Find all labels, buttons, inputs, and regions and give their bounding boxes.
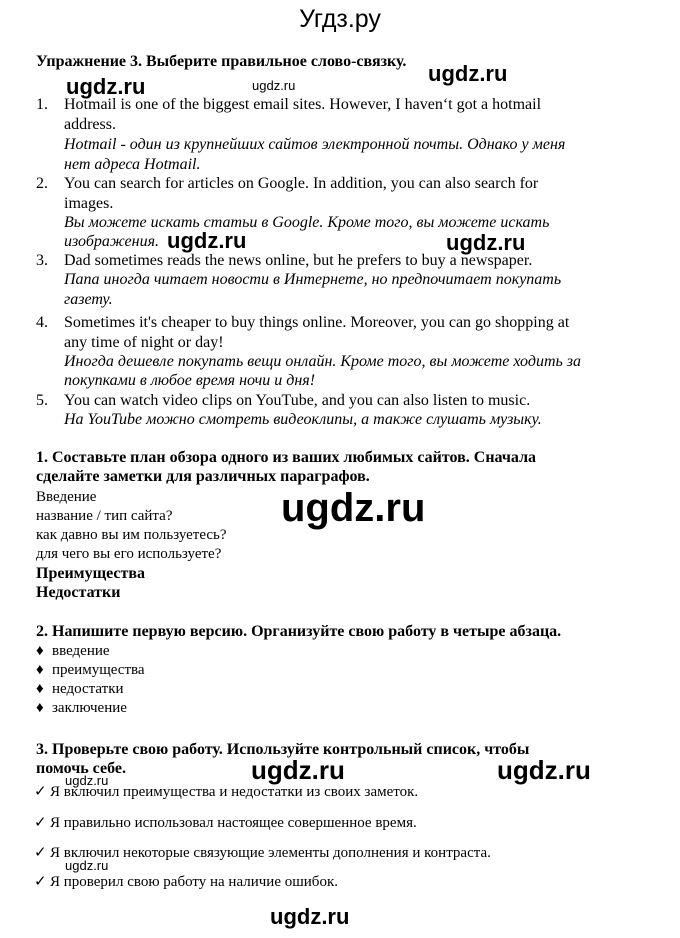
exercise-heading: Упражнение 3. Выберите правильное слово-связку. bbox=[36, 53, 407, 70]
task1-line: Введение bbox=[36, 489, 97, 505]
item-english-line: You can search for articles on Google. In addition, you can also search for bbox=[64, 175, 539, 192]
watermark: ugdz.ru bbox=[65, 858, 109, 873]
task3-heading: помочь себе. bbox=[36, 760, 126, 777]
item-number: 1. bbox=[36, 96, 48, 113]
watermark: ugdz.ru bbox=[252, 78, 296, 93]
site-title: Угдз.ру bbox=[299, 5, 381, 33]
item-russian-line: нет адреса Hotmail. bbox=[64, 156, 201, 173]
task3-check-item: ✓ Я правильно использовал настоящее совершенное время. bbox=[34, 815, 417, 831]
item-english-line: any time of night or day! bbox=[64, 334, 224, 351]
item-english-line: Dad sometimes reads the news online, but he prefers to buy a newspaper. bbox=[64, 252, 533, 269]
task1-line: как давно вы им пользуетесь? bbox=[36, 527, 227, 543]
task2-bullet-item: ♦ недостатки bbox=[36, 681, 124, 697]
watermark: ugdz.ru bbox=[270, 904, 350, 929]
task1-heading: сделайте заметки для различных параграфов. bbox=[36, 468, 370, 485]
item-russian-line: На YouTube можно смотреть видеоклипы, а также слушать музыку. bbox=[64, 411, 542, 428]
checkmark-icon: ✓ bbox=[34, 874, 47, 890]
task1-line: название / тип сайта? bbox=[36, 508, 173, 524]
task1-heading: 1. Составьте план обзора одного из ваших любимых сайтов. Сначала bbox=[36, 449, 537, 466]
watermark: ugdz.ru bbox=[65, 773, 109, 788]
item-russian-line: покупками в любое время ночи и дня! bbox=[64, 372, 316, 389]
watermark: ugdz.ru bbox=[446, 230, 526, 255]
task3-check-item: ✓ Я проверил свою работу на наличие ошибок. bbox=[34, 874, 338, 890]
task2-bullet-item: ♦ преимущества bbox=[36, 662, 145, 678]
item-russian-line: Вы можете искать статьи в Google. Кроме того, вы можете искать bbox=[64, 214, 550, 231]
task1-advantages: Преимущества bbox=[36, 565, 145, 582]
item-number: 5. bbox=[36, 392, 48, 409]
watermark: ugdz.ru bbox=[167, 228, 247, 253]
item-russian-line: Иногда дешевле покупать вещи онлайн. Кроме того, вы можете ходить за bbox=[64, 353, 582, 370]
watermark: ugdz.ru bbox=[66, 74, 146, 99]
task3-heading: 3. Проверьте свою работу. Используйте контрольный список, чтобы bbox=[36, 741, 530, 758]
diamond-bullet-icon: ♦ bbox=[36, 681, 44, 697]
task3-check-item: ✓ Я включил преимущества и недостатки из своих заметок. bbox=[34, 784, 419, 800]
checkmark-icon: ✓ bbox=[34, 845, 47, 861]
task3-check-item: ✓ Я включил некоторые связующие элементы дополнения и контраста. bbox=[34, 845, 491, 861]
item-number: 2. bbox=[36, 175, 48, 192]
diamond-bullet-icon: ♦ bbox=[36, 700, 44, 716]
item-russian-line: Hotmail - один из крупнейших сайтов электронной почты. Однако у меня bbox=[64, 136, 566, 153]
item-russian-line: Папа иногда читает новости в Интернете, но предпочитает покупать bbox=[64, 271, 562, 288]
item-russian-line: изображения. bbox=[64, 233, 160, 250]
item-number: 3. bbox=[36, 252, 48, 269]
checkmark-icon: ✓ bbox=[34, 784, 47, 800]
checkmark-icon: ✓ bbox=[34, 815, 47, 831]
task2-heading: 2. Напишите первую версию. Организуйте свою работу в четыре абзаца. bbox=[36, 623, 562, 640]
diamond-bullet-icon: ♦ bbox=[36, 662, 44, 678]
watermark: ugdz.ru bbox=[497, 755, 591, 785]
item-english-line: images. bbox=[64, 195, 114, 212]
item-english-line: Hotmail is one of the biggest email sites. However, I haven‘t got a hotmail bbox=[64, 96, 542, 113]
watermark: ugdz.ru bbox=[251, 755, 345, 785]
watermark: ugdz.ru bbox=[428, 61, 508, 86]
task1-line: для чего вы его используете? bbox=[36, 546, 222, 562]
item-number: 4. bbox=[36, 314, 48, 331]
task2-bullet-item: ♦ заключение bbox=[36, 700, 127, 716]
task2-bullet-item: ♦ введение bbox=[36, 643, 110, 659]
diamond-bullet-icon: ♦ bbox=[36, 643, 44, 659]
item-english-line: You can watch video clips on YouTube, and you can also listen to music. bbox=[64, 392, 531, 409]
watermark: ugdz.ru bbox=[281, 486, 426, 530]
item-english-line: address. bbox=[64, 116, 116, 133]
item-english-line: Sometimes it's cheaper to buy things online. Moreover, you can go shopping at bbox=[64, 314, 570, 331]
task1-disadvantages: Недостатки bbox=[36, 584, 121, 601]
item-russian-line: газету. bbox=[64, 291, 113, 308]
